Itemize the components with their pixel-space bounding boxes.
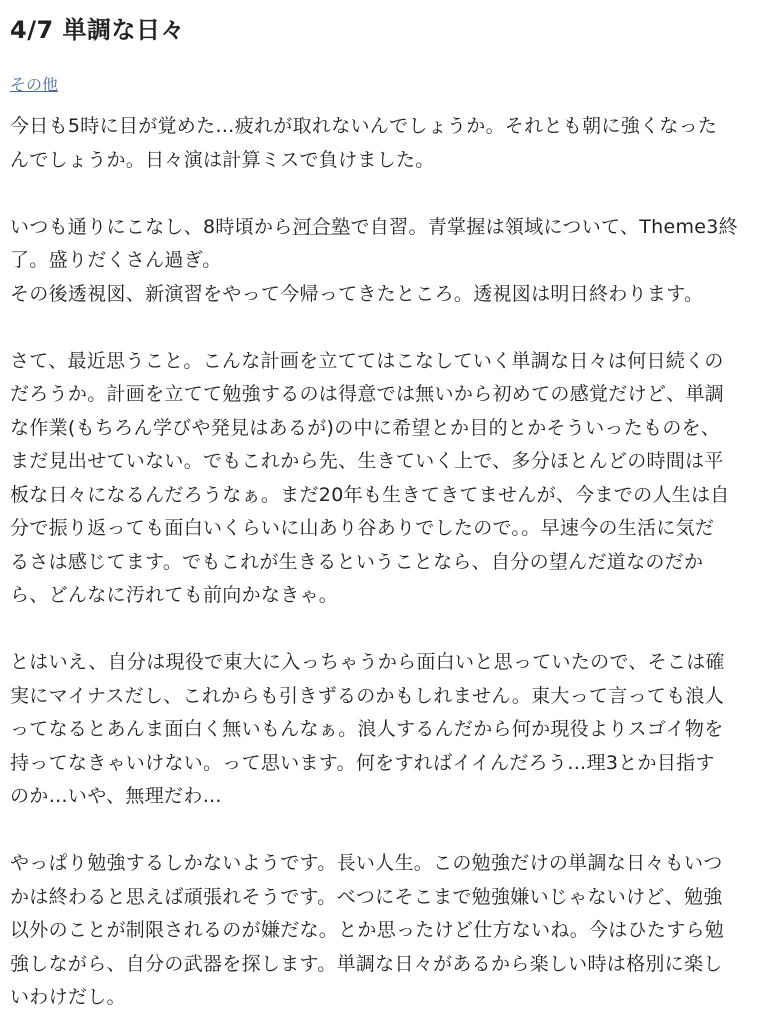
body-line: いわけだし。 <box>10 986 126 1008</box>
body-line: 今日も5時に目が覚めた…疲れが取れないんでしょうか。それとも朝に強くなった <box>10 115 718 137</box>
body-line: るさは感じてます。でもこれが生きるということなら、自分の望んだ道なのだか <box>10 550 704 573</box>
body-text: で自習。青掌握は領域について、Theme3終 <box>350 215 738 238</box>
body-line: のか…いや、無理だわ… <box>10 785 222 807</box>
body-line: 分で振り返っても面白いくらいに山あり谷ありでしたので。。早速今の生活に気だ <box>10 517 715 539</box>
body-line: さて、最近思うこと。こんな計画を立ててはこなしていく単調な日々は何日続くの <box>10 349 724 372</box>
body-line: んでしょうか。日々演は計算ミスで負けました。 <box>10 148 435 171</box>
post-body <box>10 110 763 1015</box>
body-line: だろうか。計画を立てて勉強するのは得意では無いから初めての感覚だけど、単調 <box>10 383 725 405</box>
body-line: 強しながら、自分の武器を探します。単調な日々があるから楽しい時は格別に楽し <box>10 952 723 975</box>
body-line: とはいえ、自分は現役で東大に入っちゃうから面白いと思っていたので、そこは確 <box>10 651 725 673</box>
paragraph-1 <box>10 110 763 177</box>
body-line: 実にマイナスだし、これからも引きずるのかもしれません。東大って言っても浪人 <box>10 684 725 707</box>
kawaijuku-link[interactable]: 河合塾 <box>292 215 351 238</box>
body-line <box>10 211 763 245</box>
category-link[interactable]: その他 <box>10 75 59 94</box>
body-line: 以外のことが制限されるのが嫌だな。とか思ったけど仕方ないね。今はひたすら勉 <box>10 919 725 941</box>
body-line: その後透視図、新演習をやって今帰ってきたところ。透視図は明日終わります。 <box>10 282 704 305</box>
body-line: な作業(もちろん学びや発見はあるが)の中に希望とか目的とかそういったものを、 <box>10 416 721 439</box>
body-line: 板な日々になるんだろうなぁ。まだ20年も生きてきてませんが、今までの人生は自 <box>10 483 730 506</box>
body-line: 持ってなきゃいけない。って思います。何をすればイイんだろう…理3とか目指す <box>10 751 715 774</box>
paragraph-5 <box>10 847 763 1015</box>
paragraph-2 <box>10 211 763 312</box>
body-line: かは終わると思えば頑張れそうです。べつにそこまで勉強嫌いじゃないけど、勉強 <box>10 885 723 908</box>
body-text: いつも通りにこなし、8時頃から <box>10 215 293 238</box>
post-title: 4/7 単調な日々 <box>10 16 186 44</box>
body-line: やっぱり勉強するしかないようです。長い人生。この勉強だけの単調な日々もいつ <box>10 852 723 874</box>
body-line: まだ見出せていない。でもこれから先、生きていく上で、多分ほとんどの時間は平 <box>10 450 724 472</box>
body-line: ら、どんなに汚れても前向かなきゃ。 <box>10 584 339 606</box>
body-line: ってなるとあんま面白く無いもんなぁ。浪人するんだから何か現役よりスゴイ物を <box>10 718 724 740</box>
paragraph-3 <box>10 345 763 613</box>
paragraph-4 <box>10 646 763 814</box>
body-line: 了。盛りだくさん過ぎ。 <box>10 249 222 271</box>
